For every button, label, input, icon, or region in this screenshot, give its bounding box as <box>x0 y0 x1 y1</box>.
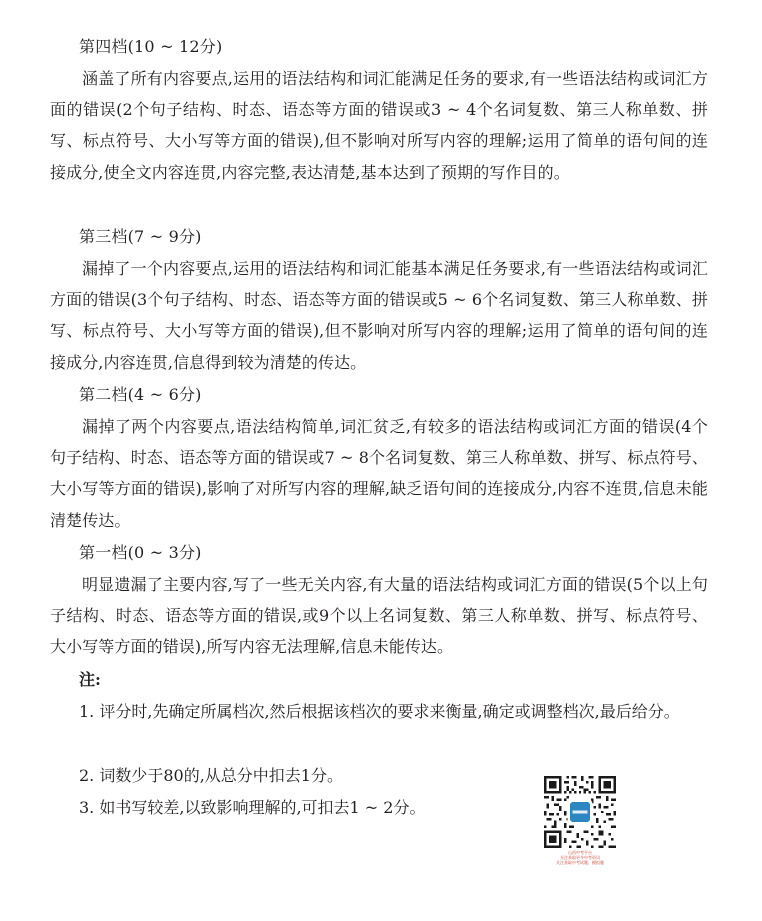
grade-1-description: 明显遗漏了主要内容,写了一些无关内容,有大量的语法结构或词汇方面的错误(5个以上句子结构、时态、语态等方面的错误,或9个以上名词复数、第三人称单数、拼写、标点符号、大小写等方面的错误),所写内容无法理解,信息未能传达。 <box>50 575 708 657</box>
note-item-2: 2. 词数少于80的,从总分中扣去1分。 <box>79 766 343 785</box>
grade-4-description: 涵盖了所有内容要点,运用的语法结构和词汇能满足任务的要求,有一些语法结构或词汇方面的错误(2个句子结构、时态、语态等方面的错误或3 ~ 4个名词复数、第三人称单数、拼写、标点符号、大小写等方面的错误),但不影响对所写内容的理解;运用了简单的语句间的连接成分,使全文内容连贯,内容完整,表达清楚,基本达到了预期的写作目的。 <box>50 69 708 182</box>
qr-caption <box>539 850 621 865</box>
note-item-1 <box>79 696 707 727</box>
grade-2-description: 漏掉了两个内容要点,语法结构简单,词汇贫乏,有较多的语法结构或词汇方面的错误(4个句子结构、时态、语态等方面的错误或7 ~ 8个名词复数、第三人称单数、拼写、标点符号、大小写等方面的错误),影响了对所写内容的理解,缺乏语句间的连接成分,内容不连贯,信息未能清楚传达。 <box>50 417 708 530</box>
qr-caption-line-3: 关注获取中考试题、模拟题 <box>556 860 604 865</box>
qr-block <box>539 776 621 865</box>
grade-2-heading: 第二档(4 ~ 6分) <box>79 385 202 404</box>
grade-3-description: 漏掉了一个内容要点,运用的语法结构和词汇能基本满足任务要求,有一些语法结构或词汇方面的错误(3个句子结构、时态、语态等方面的错误或5 ~ 6个名词复数、第三人称单数、拼写、标点符号、大小写等方面的错误),但不影响对所写内容的理解;运用了简单的语句间的连接成分,内容连贯,信息得到较为清楚的传达。 <box>50 259 708 372</box>
note-item-1-text: 1. 评分时,先确定所属档次,然后根据该档次的要求来衡量,确定或调整档次,最后给分。 <box>79 702 680 721</box>
grade-4-heading: 第四档(10 ~ 12分) <box>79 37 223 56</box>
grade-3-heading: 第三档(7 ~ 9分) <box>79 227 202 246</box>
notes-title: 注: <box>79 670 101 689</box>
qr-caption-line-2: 关注获取更多中考资讯 <box>560 855 600 860</box>
qr-caption-line-1: 山西中考平台 <box>568 850 592 855</box>
note-item-3: 3. 如书写较差,以致影响理解的,可扣去1 ~ 2分。 <box>79 798 426 817</box>
grade-1-heading: 第一档(0 ~ 3分) <box>79 543 202 562</box>
qr-code-icon[interactable] <box>544 776 616 848</box>
